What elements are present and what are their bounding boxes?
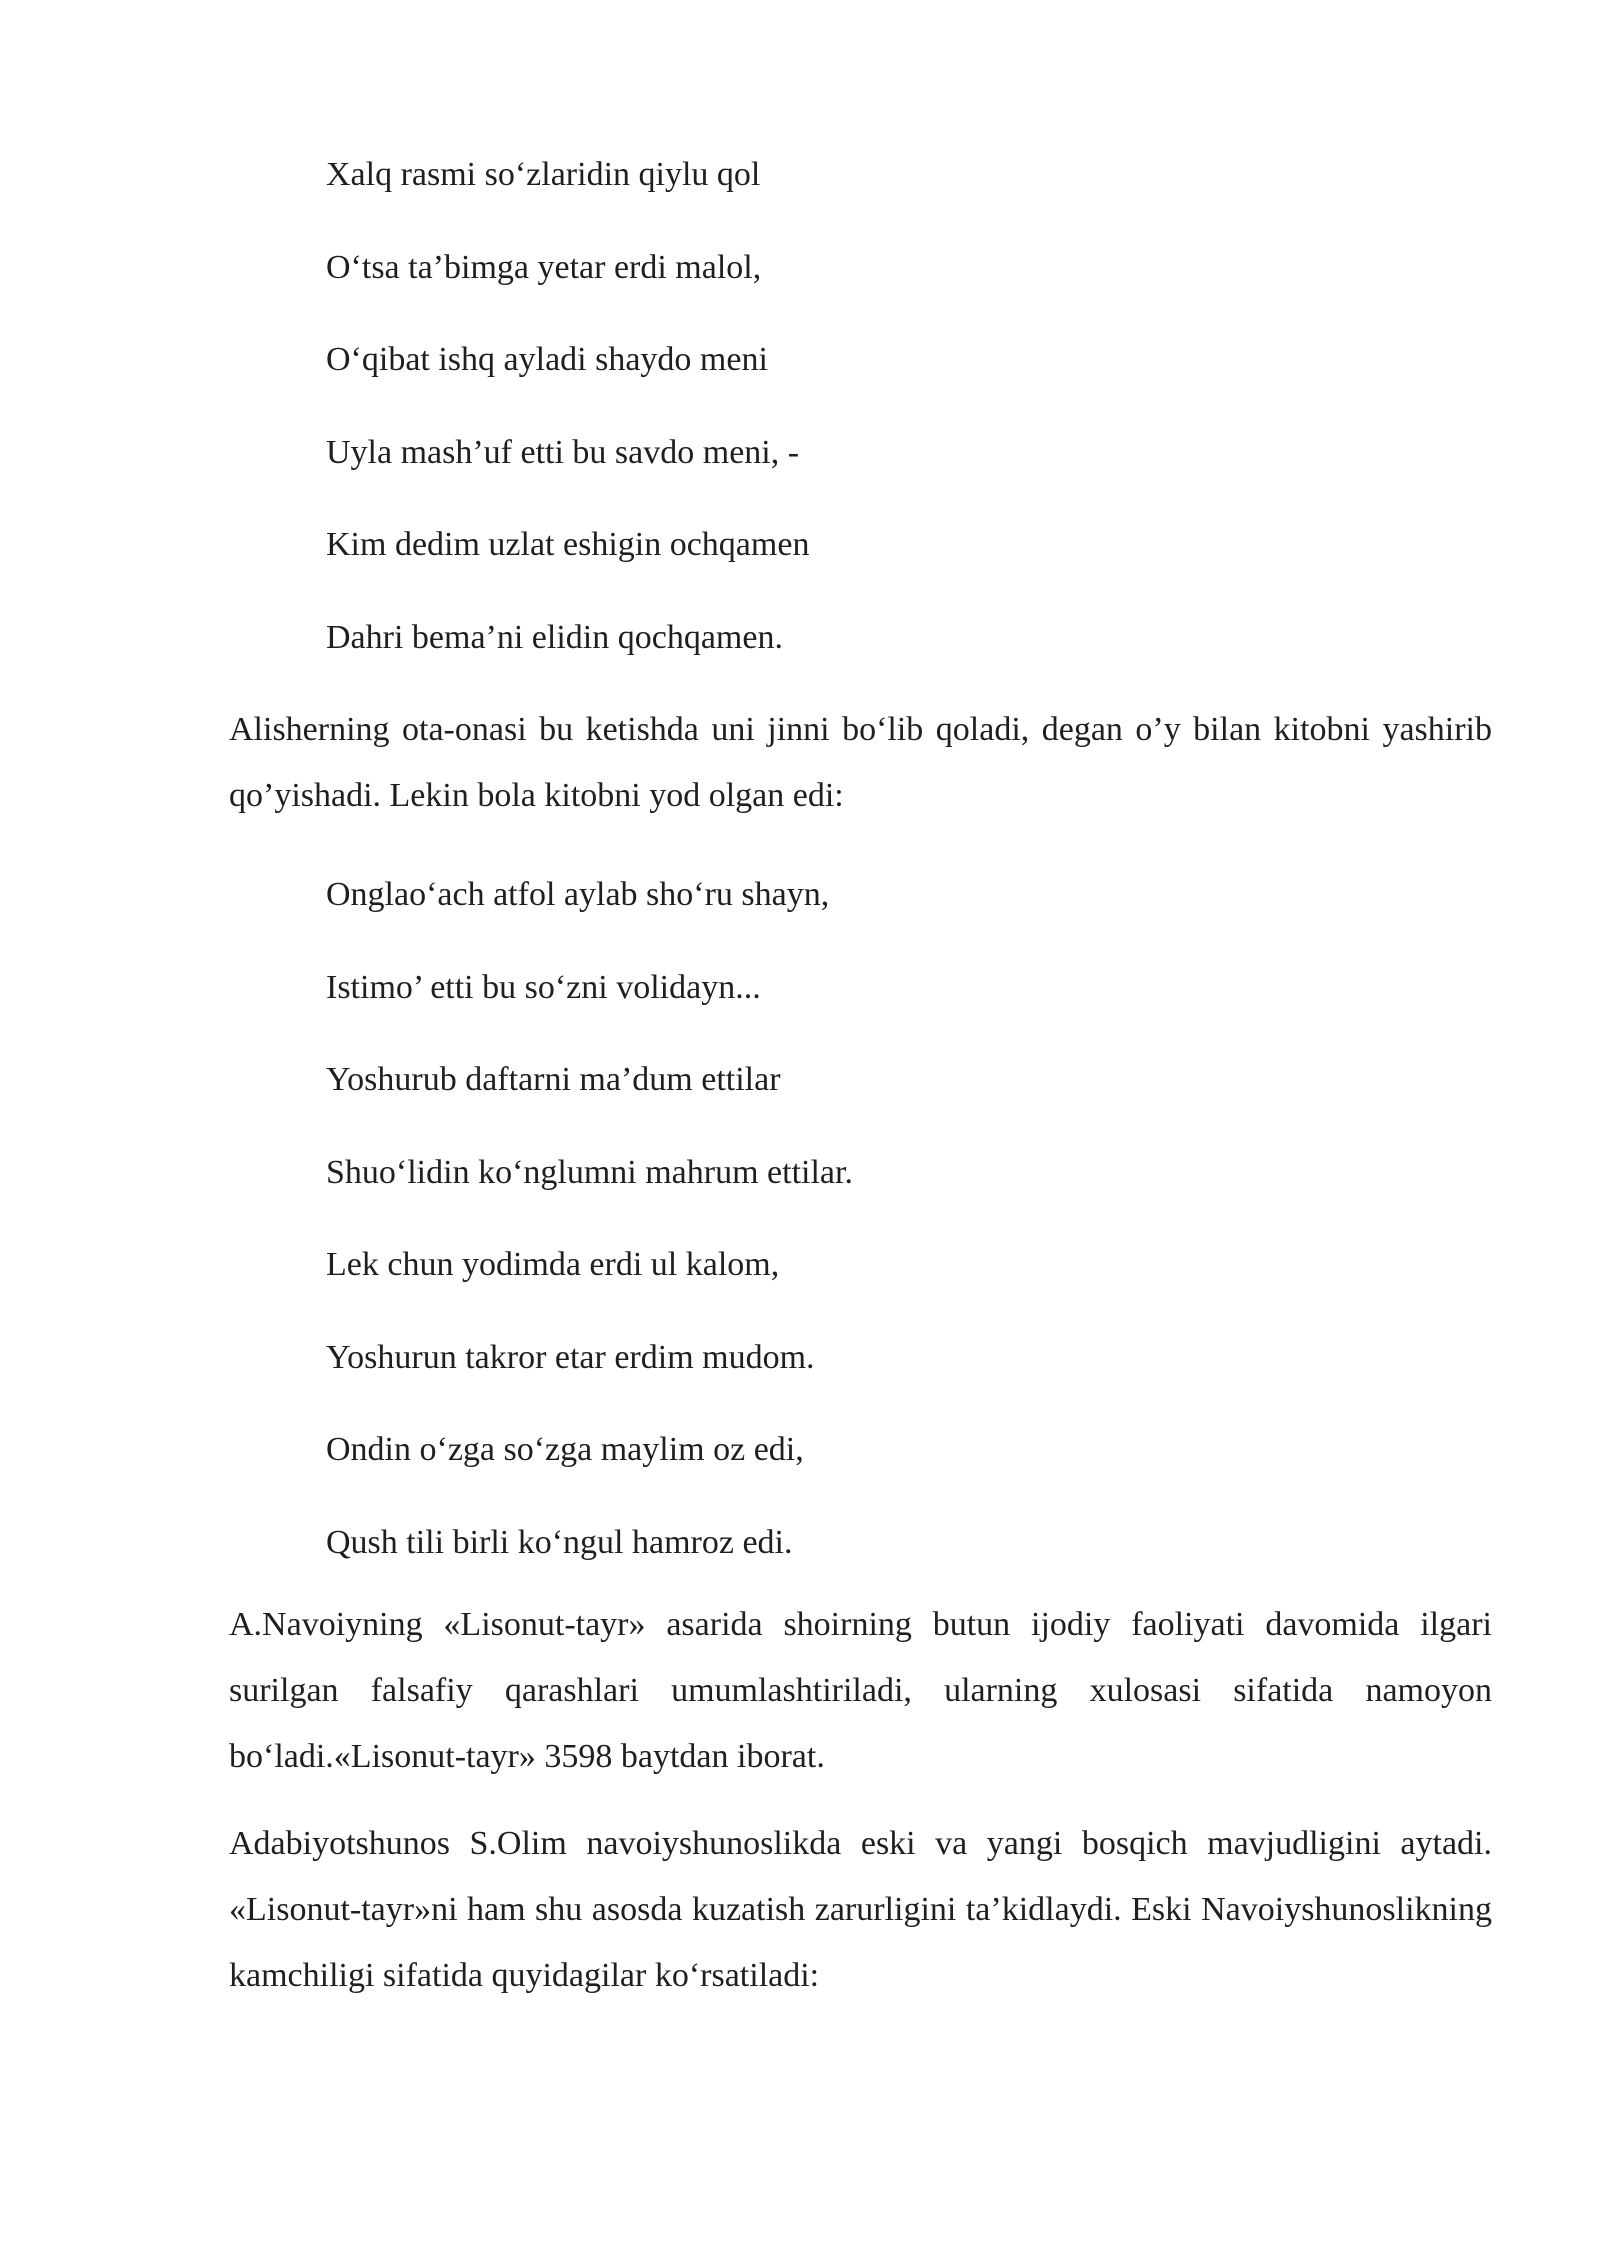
verse-line: Lek chun yodimda erdi ul kalom, [326,1246,780,1283]
verse-line: Xalq rasmi so‘zlaridin qiylu qol [326,156,761,193]
verse-line: Ondin o‘zga so‘zga maylim oz edi, [326,1431,804,1468]
verse-line: Shuo‘lidin ko‘nglumni mahrum ettilar. [326,1153,853,1191]
paragraph: Adabiyotshunos S.Olim navoiyshunoslikda eski va yangi bosqich mavjudligini aytadi. «Lisonut-tayr»ni ham shu asosda kuzatish zarurligini ta’kidlaydi. Eski Navoiyshunoslikning kamchiligi sifatida quyidagilar ko‘rsatiladi: [229,1825,1492,1994]
verse-line: Yoshurub daftarni ma’dum ettilar [326,1061,781,1098]
paragraph: Alisherning ota-onasi bu ketishda uni jinni bo‘lib qoladi, degan o’y bilan kitobni yashirib qo’yishadi. Lekin bola kitobni yod olgan edi: [229,711,1492,814]
verse-line: Uyla mash’uf etti bu savdo meni, - [326,433,800,471]
verse-line: Kim dedim uzlat eshigin ochqamen [326,526,810,563]
verse-line: Yoshurun takror etar erdim mudom. [326,1338,815,1376]
verse-block-1 [326,129,809,684]
verse-line: Dahri bema’ni elidin qochqamen. [326,618,783,656]
verse-line: O‘qibat ishq ayladi shaydo meni [326,341,768,378]
verse-line: O‘tsa ta’bimga yetar erdi malol, [326,248,762,286]
paragraph: A.Navoiyning «Lisonut-tayr» asarida shoirning butun ijodiy faoliyati davomida ilgari surilgan falsafiy qarashlari umumlashtiriladi, ularning xulosasi sifatida namoyon bo‘ladi.«Lisonut-tayr» 3598 baytdan iborat. [229,1606,1492,1775]
verse-line: Istimo’ etti bu so‘zni volidayn... [326,968,761,1006]
verse-line: Qush tili birli ko‘ngul hamroz edi. [326,1523,793,1561]
verse-line: Onglao‘ach atfol aylab sho‘ru shayn, [326,876,830,913]
verse-block-2 [326,849,853,1589]
